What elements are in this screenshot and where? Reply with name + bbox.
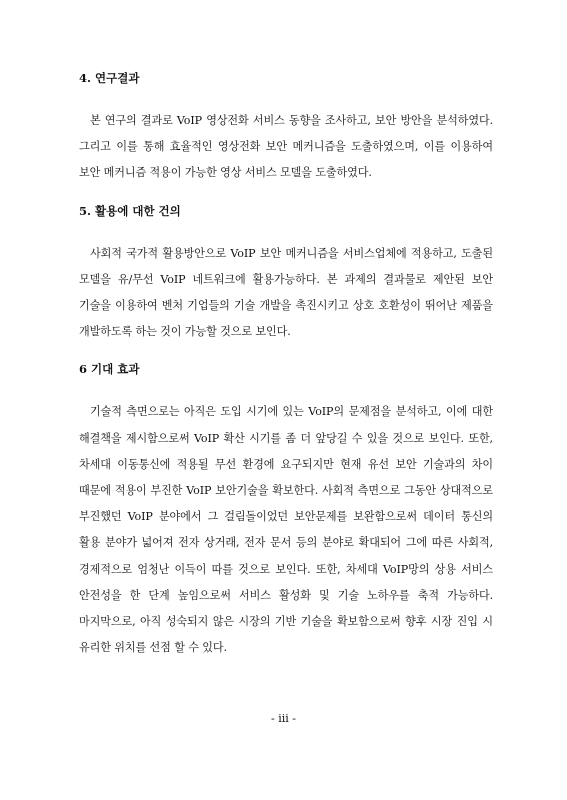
section-expected-effects (79, 361, 493, 661)
section-paragraph: 기술적 측면으로는 아직은 도입 시기에 있는 VoIP의 문제점을 분석하고, 이에 대한 해결책을 제시함으로써 VoIP 확산 시기를 좀 더 앞당길 수 있을 것으로 보인다. 또한, 차세대 이동통신에 적용될 무선 환경에 요구되지만 현재 유선 보안 기술과의 차이 때문에 적용이 부진한 VoIP 보안기술을 확보한다. 사회적 측면으로 그동안 상대적으로 부진했던 VoIP 분야에서 그 걸림돌이었던 보안문제를 보완함으로써 데이터 통신의 활용 분야가 넓어져 전자 상거래, 전자 문서 등의 분야로 확대되어 그에 따른 사회적, 경제적으로 엄청난 이득이 따를 것으로 보인다. 또한, 차세대 VoIP망의 상용 서비스 안전성을 한 단계 높임으로써 서비스 활성화 및 기술 노하우를 축적 가능하다. 마지막으로, 아직 성숙되지 않은 시장의 기반 기술을 확보함으로써 향후 시장 진입 시 유리한 위치를 선점 할 수 있다. (79, 405, 493, 655)
section-paragraph: 사회적 국가적 활용방안으로 VoIP 보안 메커니즘을 서비스업체에 적용하고, 도출된 모델을 유/무선 VoIP 네트워크에 활용가능하다. 본 과제의 결과물로 제안된 보안 기술을 이용하여 벤처 기업들의 기술 개발을 촉진시키고 상호 호환성이 뛰어난 제품을 개발하도록 하는 것이 가능할 것으로 보인다. (79, 246, 493, 339)
section-heading: 4. 연구결과 (79, 71, 140, 85)
page-number: - iii - (271, 712, 296, 725)
section-utilization-suggestion (79, 203, 493, 346)
section-research-results (79, 70, 493, 187)
page-content (79, 70, 493, 661)
section-paragraph: 본 연구의 결과로 VoIP 영상전화 서비스 동향을 조사하고, 보안 방안을 분석하였다. 그리고 이를 통해 효율적인 영상전화 보안 메커니즘을 도출하였으며, 이를 이용하여 보안 메커니즘 적용이 가능한 영상 서비스 모델을 도출하였다. (79, 114, 493, 180)
section-heading: 5. 활용에 대한 건의 (79, 203, 181, 218)
section-heading: 6 기대 효과 (79, 362, 140, 377)
